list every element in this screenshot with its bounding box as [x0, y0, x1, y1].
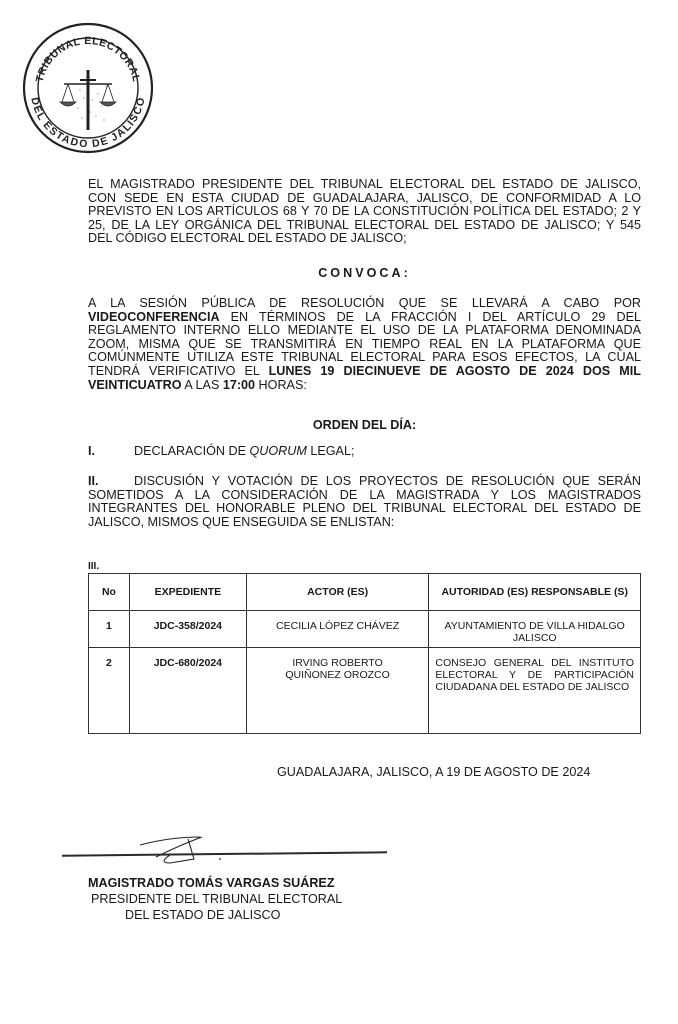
header-autoridad: AUTORIDAD (ES) RESPONSABLE (S) [429, 574, 641, 611]
agenda-line: JALISCO, MISMOS QUE ENSEGUIDA SE ENLISTAN: [88, 514, 395, 529]
agenda-item-text: DECLARACIÓN DE [134, 444, 250, 458]
convocation-text: A LAS [181, 377, 223, 392]
convocation-line [88, 365, 641, 379]
agenda-line: SOMETIDOS A LA CONSIDERACIÓN DE LA MAGISTRADA Y LOS MAGISTRADOS [88, 487, 641, 502]
quorum-italic: QUORUM [249, 444, 307, 458]
tribunal-seal [20, 20, 156, 156]
preamble-line: CON SEDE EN ESTA CIUDAD DE GUADALAJARA, JALISCO, DE CONFORMIDAD A LO [88, 190, 641, 205]
agenda-line: INTEGRANTES DEL HONORABLE PLENO DEL TRIBUNAL ELECTORAL DEL ESTADO DE [88, 501, 641, 516]
cell-autoridad: CONSEJO GENERAL DEL INSTITUTO ELECTORAL Y DE PARTICIPACIÓN CIUDADANA DEL ESTADO DE JALISCO [429, 648, 641, 734]
convocation-line: A LA SESIÓN PÚBLICA DE RESOLUCIÓN QUE SE LLEVARÁ A CABO POR [88, 296, 641, 310]
convocation-line [88, 311, 641, 325]
agenda-heading: ORDEN DEL DÍA: [312, 418, 417, 432]
cell-expediente: JDC-358/2024 [129, 611, 246, 648]
preamble-line: DEL CÓDIGO ELECTORAL DEL ESTADO DE JALISCO; [88, 231, 407, 246]
signatory-title: DEL ESTADO DE JALISCO [125, 908, 281, 922]
preamble-line: 25, DE LA LEY ORGÁNICA DEL TRIBUNAL ELECTORAL DEL ESTADO DE JALISCO; Y 545 [88, 217, 641, 232]
convocation-line: REGLAMENTO INTERNO ELLO MEDIANTE EL USO DE LA PLATAFORMA DENOMINADA [88, 323, 641, 338]
agenda-item-number: I. [88, 444, 95, 458]
preamble-line: EL MAGISTRADO PRESIDENTE DEL TRIBUNAL ELECTORAL DEL ESTADO DE JALISCO, [88, 177, 641, 191]
session-time-bold: 17:00 [222, 377, 256, 392]
cell-autoridad: AYUNTAMIENTO DE VILLA HIDALGO JALISCO [429, 611, 641, 648]
convocation-text: TENDRÁ VERIFICATIVO EL [88, 363, 269, 378]
agenda-line [88, 475, 641, 489]
convocation-line: COMÚNMENTE UTILIZA ESTE TRIBUNAL ELECTORAL PARA ESOS EFECTOS, LA CUAL [88, 350, 641, 365]
convoca-heading: CONVOCA: [318, 266, 411, 280]
table-row [89, 611, 641, 648]
preamble-line: PREVISTO EN LOS ARTÍCULOS 68 Y 70 DE LA CONSTITUCIÓN POLÍTICA DEL ESTADO; 2 Y [88, 204, 641, 219]
agenda-item-number: II. [88, 474, 99, 488]
session-year-bold: VEINTICUATRO [88, 377, 182, 392]
table-row [89, 648, 641, 734]
convocation-line: ZOOM, MISMA QUE SE TRANSMITIRÁ EN TIEMPO REAL EN LA PLATAFORMA QUE [88, 336, 641, 351]
cell-actor: CECILIA LÓPEZ CHÁVEZ [246, 611, 429, 648]
convocation-text: EN TÉRMINOS DE LA FRACCIÓN I DEL ARTÍCULO 29 DEL [219, 309, 641, 324]
agenda-item-3-number: III. [88, 561, 100, 572]
agenda-item-text: DISCUSIÓN Y VOTACIÓN DE LOS PROYECTOS DE RESOLUCIÓN QUE SERÁN [134, 474, 641, 488]
cell-expediente: JDC-680/2024 [129, 648, 246, 734]
cell-actor: IRVING ROBERTO QUIÑONEZ OROZCO [246, 648, 429, 734]
table-header-row [89, 574, 641, 611]
header-actor: ACTOR (ES) [246, 574, 429, 611]
agenda-item-text: LEGAL; [306, 444, 355, 458]
session-date-bold: LUNES 19 DIECINUEVE DE AGOSTO DE 2024 DOS MIL [268, 363, 641, 378]
cell-no: 2 [89, 648, 130, 734]
seal-top-text: TRIBUNAL ELECTORAL [33, 34, 143, 84]
cases-table [88, 573, 641, 734]
preamble-paragraph [88, 178, 641, 246]
cell-no: 1 [89, 611, 130, 648]
signatory-title: PRESIDENTE DEL TRIBUNAL ELECTORAL [91, 892, 343, 906]
convocation-line [88, 379, 641, 393]
videoconferencia-bold: VIDEOCONFERENCIA [88, 309, 220, 324]
convocation-paragraph [88, 297, 641, 392]
seal-bottom-text: DEL ESTADO DE JALISCO [28, 96, 148, 151]
date-line: GUADALAJARA, JALISCO, A 19 DE AGOSTO DE 2024 [277, 765, 591, 779]
header-no: No [89, 574, 130, 611]
agenda-item-1 [88, 445, 641, 459]
signatory-name: MAGISTRADO TOMÁS VARGAS SUÁREZ [88, 876, 335, 890]
convocation-text: HORAS: [255, 377, 307, 392]
agenda-item-2 [88, 475, 641, 529]
header-expediente: EXPEDIENTE [129, 574, 246, 611]
